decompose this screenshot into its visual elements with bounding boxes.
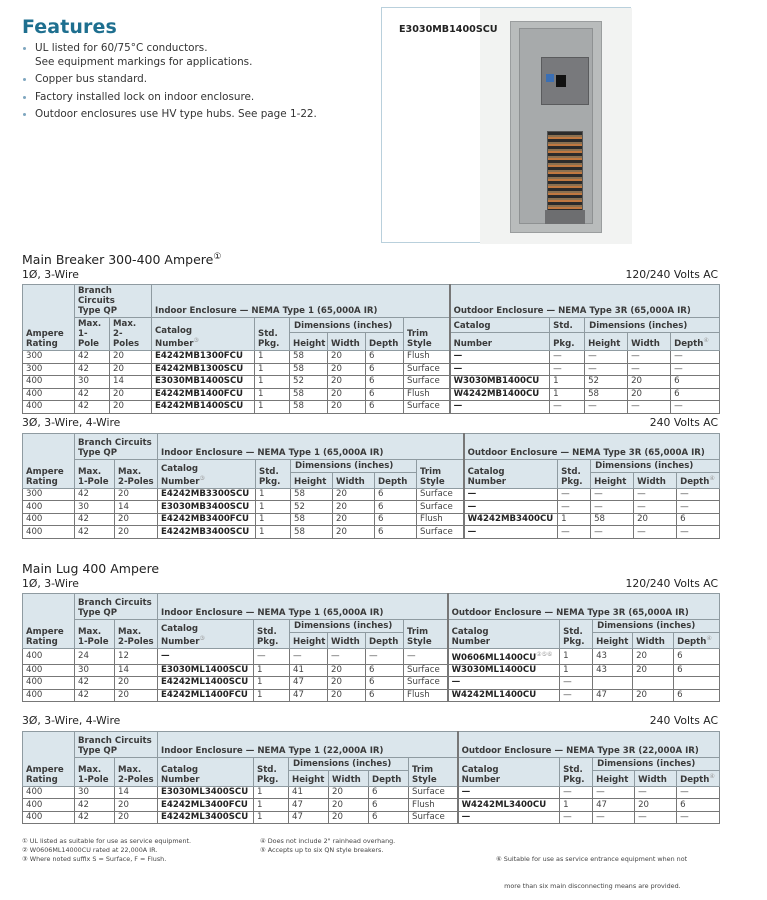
table-cell: 1	[255, 351, 290, 364]
table-cell: —	[591, 501, 634, 514]
panelboard-image	[510, 21, 602, 233]
table-cell: 47	[593, 689, 633, 702]
feature-item: Outdoor enclosures use HV type hubs. See page 1-22.	[22, 108, 362, 122]
table-cell: Flush	[409, 799, 458, 812]
table-cell: —	[634, 488, 677, 501]
table-cell: E4242MB1400SCU	[152, 401, 255, 414]
table-cell: 400	[23, 513, 75, 526]
table-cell: —	[677, 811, 720, 824]
table-cell: W0606ML1400CU②⑤⑥	[448, 648, 560, 664]
table-cell: 6	[677, 799, 720, 812]
features-list	[22, 42, 362, 122]
table-cell: E4242MB3400FCU	[158, 513, 256, 526]
table-row	[23, 488, 720, 501]
table-cell: —	[591, 526, 634, 539]
footnote: ⑤ Accepts up to six QN style breakers.	[260, 846, 384, 854]
table-cell: —	[671, 401, 720, 414]
table-cell: 58	[290, 363, 328, 376]
table-cell: 20	[628, 388, 671, 401]
table-cell: 20	[635, 799, 677, 812]
table-cell: 1	[256, 526, 291, 539]
table-cell: —	[628, 401, 671, 414]
table-cell: Flush	[404, 689, 448, 702]
table-cell: —	[677, 526, 720, 539]
table-cell: —	[550, 351, 585, 364]
table-row	[23, 513, 720, 526]
table-cell: 1	[255, 363, 290, 376]
table-cell: —	[158, 648, 254, 664]
table-cell: 6	[366, 677, 404, 690]
table-cell: 6	[375, 488, 417, 501]
table-cell: 58	[290, 351, 328, 364]
table-cell: —	[585, 363, 628, 376]
table-cell: 6	[677, 513, 720, 526]
table-cell: —	[464, 526, 558, 539]
table-cell: —	[464, 501, 558, 514]
table-cell: 20	[115, 513, 158, 526]
table-cell: 20	[333, 526, 375, 539]
table-cell: 20	[115, 689, 158, 702]
table-cell: —	[671, 351, 720, 364]
table-cell: W4242ML1400CU	[448, 689, 560, 702]
table-cell: —	[366, 648, 404, 664]
table-cell: 58	[591, 513, 634, 526]
section-subtitle: 3Ø, 3-Wire, 4-Wire	[22, 714, 121, 727]
footnotes-col-1	[22, 837, 191, 864]
table-cell: 42	[75, 401, 110, 414]
table-cell: 58	[585, 388, 628, 401]
table-cell: 58	[291, 526, 333, 539]
table-row	[23, 388, 720, 401]
footnote: ② W0606ML14000CU rated at 22,000A IR.	[22, 846, 158, 854]
table-cell: —	[635, 786, 677, 799]
table-cell: 42	[75, 526, 115, 539]
indoor-enclosure-header: Indoor Enclosure — NEMA Type 1 (22,000A IR)	[158, 732, 458, 758]
table-cell: 20	[110, 401, 152, 414]
table-cell: Surface	[404, 401, 450, 414]
table-cell: 400	[23, 677, 75, 690]
table-cell: 47	[290, 689, 328, 702]
voltage-label: 120/240 Volts AC	[625, 577, 718, 590]
table-cell: 20	[115, 811, 158, 824]
table-cell: 6	[366, 664, 404, 677]
table-cell: 400	[23, 786, 75, 799]
table-cell: 20	[333, 488, 375, 501]
table-cell: 1	[560, 799, 593, 812]
table-cell: 58	[291, 488, 333, 501]
footnotes-col-3	[496, 837, 687, 900]
table-cell: —	[254, 648, 290, 664]
table-cell: E4242ML3400FCU	[158, 799, 254, 812]
bullet-icon	[23, 113, 26, 116]
table-cell: 400	[23, 648, 75, 664]
table-cell: 41	[290, 664, 328, 677]
table-cell: —	[591, 488, 634, 501]
table-cell: —	[585, 401, 628, 414]
features-title: Features	[22, 16, 117, 38]
table-cell: 42	[75, 799, 115, 812]
table-cell: —	[450, 401, 550, 414]
table-cell: —	[634, 501, 677, 514]
table-cell: —	[560, 689, 593, 702]
table-cell: 41	[289, 786, 329, 799]
table-cell: Surface	[404, 664, 448, 677]
table-cell: 20	[110, 363, 152, 376]
table-cell: W3030ML1400CU	[448, 664, 560, 677]
table-cell: Surface	[417, 501, 464, 514]
table-cell: 52	[290, 376, 328, 389]
table-cell: 20	[115, 799, 158, 812]
table-cell: 20	[328, 401, 366, 414]
table-cell: —	[328, 648, 366, 664]
product-photo	[480, 8, 632, 244]
table-cell: —	[464, 488, 558, 501]
table-cell: E4242ML3400SCU	[158, 811, 254, 824]
table-cell: 400	[23, 388, 75, 401]
table-cell: Surface	[404, 376, 450, 389]
table-cell: 14	[110, 376, 152, 389]
bullet-icon	[23, 47, 26, 50]
table-cell: 6	[671, 388, 720, 401]
table-cell: 1	[550, 376, 585, 389]
table-cell: —	[677, 501, 720, 514]
table-cell: Flush	[417, 513, 464, 526]
table-cell: 1	[255, 376, 290, 389]
table-cell: 400	[23, 501, 75, 514]
table-cell: 1	[255, 388, 290, 401]
table-cell: —	[558, 488, 591, 501]
spec-table-mb-1ph: Ampere Rating Branch Circuits Type QP Indoor Enclosure — NEMA Type 1 (65,000A IR) Outdoor Enclosure — NEMA Type 3R (65,000A IR) Max. 1-Pole Max. 2-Poles Catalog Number③ Std. Pkg. Dimensions (inches) Trim Style Catalog Std. Dimensions (inches) Height Width Depth Number Pkg. Height Width Depth④ 300 42 20 E4242MB1300FCU 1 58 20 6 Flush — — — — — 300 42 20 E4242MB1300SCU 1 58 20 6 Surface — — — — — 400 30 14 E3030MB1400SCU 1 52 20 6 Surface W3030MB1400CU 1 52 20 6 400 42 20 E4242MB1400FCU 1 58 20 6 Flush W4242MB1400CU 1 58 20 6 400 42 20 E4242MB1400SCU 1 58 20 6 Surface — — — — —	[22, 284, 720, 414]
table-cell: 20	[633, 664, 674, 677]
table-cell: E3030ML3400SCU	[158, 786, 254, 799]
table-cell: 20	[110, 351, 152, 364]
table-cell: Flush	[404, 351, 450, 364]
spec-table-ml-3ph: Ampere Rating Branch Circuits Type QP Indoor Enclosure — NEMA Type 1 (22,000A IR) Outdoor Enclosure — NEMA Type 3R (22,000A IR) Max. 1-Pole Max. 2-Poles Catalog Number Std. Pkg. Dimensions (inches) Trim Style Catalog Number Std. Pkg. Dimensions (inches) Height Width Depth Height Width Depth④ 400 30 14 E3030ML3400SCU 1 41 20 6 Surface — — — — — 400 42 20 E4242ML3400FCU 1 47 20 6 Flush W4242ML3400CU 1 47 20 6 400 42 20 E4242ML3400SCU 1 47 20 6 Surface — — — — —	[22, 731, 720, 824]
table-cell: 20	[328, 689, 366, 702]
outdoor-enclosure-header: Outdoor Enclosure — NEMA Type 3R (65,000A IR)	[464, 434, 720, 460]
table-cell: 1	[558, 513, 591, 526]
table-cell: —	[560, 786, 593, 799]
table-cell: 1	[255, 401, 290, 414]
feature-item: Factory installed lock on indoor enclosure.	[22, 91, 362, 105]
indoor-enclosure-header: Indoor Enclosure — NEMA Type 1 (65,000A IR)	[158, 434, 464, 460]
table-cell: Surface	[417, 526, 464, 539]
table-cell: 400	[23, 664, 75, 677]
table-cell: 400	[23, 376, 75, 389]
table-cell: 1	[256, 513, 291, 526]
table-cell: Surface	[409, 786, 458, 799]
outdoor-enclosure-header: Outdoor Enclosure — NEMA Type 3R (65,000A IR)	[450, 285, 720, 318]
table-cell: W4242MB3400CU	[464, 513, 558, 526]
main-breaker-image	[541, 57, 589, 105]
table-row	[23, 648, 720, 664]
table-cell: 43	[593, 648, 633, 664]
table-cell: —	[560, 811, 593, 824]
table-cell: 52	[585, 376, 628, 389]
table-cell: 58	[290, 401, 328, 414]
table-cell: E4242MB1400FCU	[152, 388, 255, 401]
table-cell: 20	[110, 388, 152, 401]
table-cell: W4242MB1400CU	[450, 388, 550, 401]
table-cell: Surface	[409, 811, 458, 824]
table-cell: 20	[329, 799, 369, 812]
table-cell: 6	[375, 526, 417, 539]
table-cell: 42	[75, 488, 115, 501]
table-cell: 30	[75, 376, 110, 389]
table-cell: 1	[254, 811, 289, 824]
table-cell: E4242ML1400FCU	[158, 689, 254, 702]
table-cell: 30	[75, 664, 115, 677]
table-cell: 20	[328, 363, 366, 376]
footnote: ④ Does not include 2" rainhead overhang.	[260, 837, 396, 845]
table-cell: 58	[290, 388, 328, 401]
table-cell: 30	[75, 786, 115, 799]
table-cell: E3030MB1400SCU	[152, 376, 255, 389]
table-cell: 20	[328, 376, 366, 389]
table-cell: 20	[628, 376, 671, 389]
table-cell: 300	[23, 488, 75, 501]
table-cell: 20	[328, 664, 366, 677]
table-cell: E4242MB3400SCU	[158, 526, 256, 539]
table-cell: 1	[550, 388, 585, 401]
table-cell: 47	[593, 799, 635, 812]
section-subtitle: 1Ø, 3-Wire	[22, 268, 79, 281]
outdoor-enclosure-header: Outdoor Enclosure — NEMA Type 3R (65,000A IR)	[448, 594, 720, 620]
table-row	[23, 401, 720, 414]
table-cell: —	[458, 786, 560, 799]
table-cell: E4242MB1300SCU	[152, 363, 255, 376]
indoor-enclosure-header: Indoor Enclosure — NEMA Type 1 (65,000A IR)	[158, 594, 448, 620]
table-cell: 1	[256, 488, 291, 501]
table-cell: 42	[75, 811, 115, 824]
table-cell: 12	[115, 648, 158, 664]
table-cell: E4242MB3300SCU	[158, 488, 256, 501]
table-cell: 30	[75, 501, 115, 514]
footnote: ⑥ Suitable for use as service entrance equipment when not	[496, 855, 688, 863]
table-cell: —	[458, 811, 560, 824]
section-subtitle: 1Ø, 3-Wire	[22, 577, 79, 590]
table-cell: 42	[75, 513, 115, 526]
table-cell: 400	[23, 799, 75, 812]
table-cell: E4242ML1400SCU	[158, 677, 254, 690]
table-cell: E4242MB1300FCU	[152, 351, 255, 364]
table-cell: —	[290, 648, 328, 664]
table-cell: 6	[674, 689, 720, 702]
voltage-label: 240 Volts AC	[649, 416, 718, 429]
table-row	[23, 351, 720, 364]
section-title-main-breaker: Main Breaker 300-400 Ampere①	[22, 252, 222, 268]
table-cell: 6	[375, 513, 417, 526]
table-cell: 58	[291, 513, 333, 526]
table-cell: 6	[369, 811, 409, 824]
table-cell: 43	[593, 664, 633, 677]
table-cell: 20	[328, 388, 366, 401]
table-cell: 20	[333, 513, 375, 526]
table-cell: 400	[23, 811, 75, 824]
table-cell: 1	[254, 689, 290, 702]
table-cell: 20	[328, 677, 366, 690]
table-cell: 400	[23, 689, 75, 702]
table-row	[23, 526, 720, 539]
table-row	[23, 811, 720, 824]
table-cell: —	[671, 363, 720, 376]
bus-bar-image	[547, 131, 583, 211]
table-cell: 20	[115, 526, 158, 539]
voltage-label: 120/240 Volts AC	[625, 268, 718, 281]
table-cell: —	[634, 526, 677, 539]
table-cell: 6	[674, 648, 720, 664]
table-cell: —	[628, 363, 671, 376]
table-cell: 300	[23, 351, 75, 364]
table-cell: E3030ML1400SCU	[158, 664, 254, 677]
feature-item: Copper bus standard.	[22, 73, 362, 87]
table-cell: 20	[633, 689, 674, 702]
footnotes-col-2	[260, 837, 395, 855]
table-row	[23, 689, 720, 702]
table-cell: 1	[560, 664, 593, 677]
table-cell: Flush	[404, 388, 450, 401]
table-cell: 6	[366, 689, 404, 702]
table-cell: 400	[23, 401, 75, 414]
table-cell: 6	[369, 799, 409, 812]
table-cell: E3030MB3400SCU	[158, 501, 256, 514]
spec-table-ml-1ph: Ampere Rating Branch Circuits Type QP Indoor Enclosure — NEMA Type 1 (65,000A IR) Outdoor Enclosure — NEMA Type 3R (65,000A IR) Max. 1-Pole Max. 2-Poles Catalog Number③ Std. Pkg. Dimensions (inches) Trim Style Catalog Number Std. Pkg. Dimensions (inches) Height Width Depth Height Width Depth④ 400 24 12 — — — — — — W0606ML1400CU②⑤⑥ 1 43 20 6 400 30 14 E3030ML1400SCU 1 41 20 6 Surface W3030ML1400CU 1 43 20 6 400 42 20 E4242ML1400SCU 1 47 20 6 Surface — — 400 42 20 E4242ML1400FCU 1 47 20 6 Flush W4242ML1400CU — 47 20 6	[22, 593, 720, 702]
footnote: ③ Where noted suffix S = Surface, F = Flush.	[22, 855, 167, 863]
table-cell: —	[560, 677, 593, 690]
table-cell: 6	[366, 363, 404, 376]
table-cell: —	[677, 786, 720, 799]
section-title-main-lug: Main Lug 400 Ampere	[22, 561, 160, 576]
table-cell: 42	[75, 363, 110, 376]
table-cell: 1	[254, 786, 289, 799]
table-cell: 42	[75, 677, 115, 690]
table-cell: Surface	[417, 488, 464, 501]
table-row	[23, 677, 720, 690]
table-cell: —	[593, 786, 635, 799]
table-row	[23, 363, 720, 376]
table-row	[23, 376, 720, 389]
product-photo-box	[381, 7, 631, 243]
table-cell: 52	[291, 501, 333, 514]
table-cell: 42	[75, 689, 115, 702]
table-cell: 20	[328, 351, 366, 364]
table-cell: 14	[115, 664, 158, 677]
table-cell: 47	[289, 799, 329, 812]
table-cell: 24	[75, 648, 115, 664]
table-cell: 42	[75, 388, 110, 401]
footnote: more than six main disconnecting means are provided.	[496, 882, 681, 890]
table-cell: 1	[254, 677, 290, 690]
table-cell: 6	[674, 664, 720, 677]
table-cell: —	[585, 351, 628, 364]
bullet-icon	[23, 96, 26, 99]
table-cell: 6	[366, 351, 404, 364]
table-cell: 6	[375, 501, 417, 514]
table-cell: 6	[366, 376, 404, 389]
table-row	[23, 786, 720, 799]
table-cell: 6	[671, 376, 720, 389]
table-cell: 47	[290, 677, 328, 690]
product-photo-label: E3030MB1400SCU	[399, 24, 498, 35]
table-cell: 20	[633, 648, 674, 664]
table-cell: —	[450, 351, 550, 364]
table-row	[23, 501, 720, 514]
spec-table-mb-3ph: Ampere Rating Branch Circuits Type QP Indoor Enclosure — NEMA Type 1 (65,000A IR) Outdoor Enclosure — NEMA Type 3R (65,000A IR) Max. 1-Pole Max. 2-Poles Catalog Number③ Std. Pkg. Dimensions (inches) Trim Style Catalog Number Std. Pkg. Dimensions (inches) Height Width Depth Height Width Depth④ 300 42 20 E4242MB3300SCU 1 58 20 6 Surface — — — — — 400 30 14 E3030MB3400SCU 1 52 20 6 Surface — — — — — 400 42 20 E4242MB3400FCU 1 58 20 6 Flush W4242MB3400CU 1 58 20 6 400 42 20 E4242MB3400SCU 1 58 20 6 Surface — — — — —	[22, 433, 720, 539]
table-cell: 42	[75, 351, 110, 364]
table-cell: 20	[634, 513, 677, 526]
table-cell: 20	[329, 786, 369, 799]
features-block	[22, 16, 362, 126]
table-cell: 1	[254, 664, 290, 677]
table-cell	[674, 677, 720, 690]
table-cell: 300	[23, 363, 75, 376]
table-cell: Surface	[404, 363, 450, 376]
table-cell: —	[448, 677, 560, 690]
voltage-label: 240 Volts AC	[649, 714, 718, 727]
table-row	[23, 799, 720, 812]
table-cell: 47	[289, 811, 329, 824]
table-cell: 6	[369, 786, 409, 799]
table-cell: 6	[366, 388, 404, 401]
bullet-icon	[23, 78, 26, 81]
table-cell: 1	[560, 648, 593, 664]
table-cell: —	[550, 363, 585, 376]
feature-item: UL listed for 60/75°C conductors. See equipment markings for applications.	[22, 42, 362, 69]
table-cell: 20	[329, 811, 369, 824]
table-cell: —	[628, 351, 671, 364]
table-cell: —	[550, 401, 585, 414]
table-cell: W3030MB1400CU	[450, 376, 550, 389]
table-cell: —	[404, 648, 448, 664]
table-cell: 20	[115, 488, 158, 501]
table-cell: —	[450, 363, 550, 376]
footnote: ① UL listed as suitable for use as service equipment.	[22, 837, 192, 845]
table-cell: 1	[256, 501, 291, 514]
table-cell: 400	[23, 526, 75, 539]
section-subtitle: 3Ø, 3-Wire, 4-Wire	[22, 416, 121, 429]
table-cell: —	[558, 526, 591, 539]
table-cell: Surface	[404, 677, 448, 690]
table-cell: —	[558, 501, 591, 514]
table-row	[23, 664, 720, 677]
table-cell: 6	[366, 401, 404, 414]
table-cell: W4242ML3400CU	[458, 799, 560, 812]
table-cell: —	[593, 811, 635, 824]
table-cell: 14	[115, 786, 158, 799]
table-cell: 14	[115, 501, 158, 514]
table-cell	[633, 677, 674, 690]
table-cell: 20	[115, 677, 158, 690]
indoor-enclosure-header: Indoor Enclosure — NEMA Type 1 (65,000A IR)	[152, 285, 450, 318]
table-cell: 20	[333, 501, 375, 514]
table-cell: —	[677, 488, 720, 501]
table-cell	[593, 677, 633, 690]
outdoor-enclosure-header: Outdoor Enclosure — NEMA Type 3R (22,000A IR)	[458, 732, 720, 758]
table-cell: 1	[254, 799, 289, 812]
table-cell: —	[635, 811, 677, 824]
